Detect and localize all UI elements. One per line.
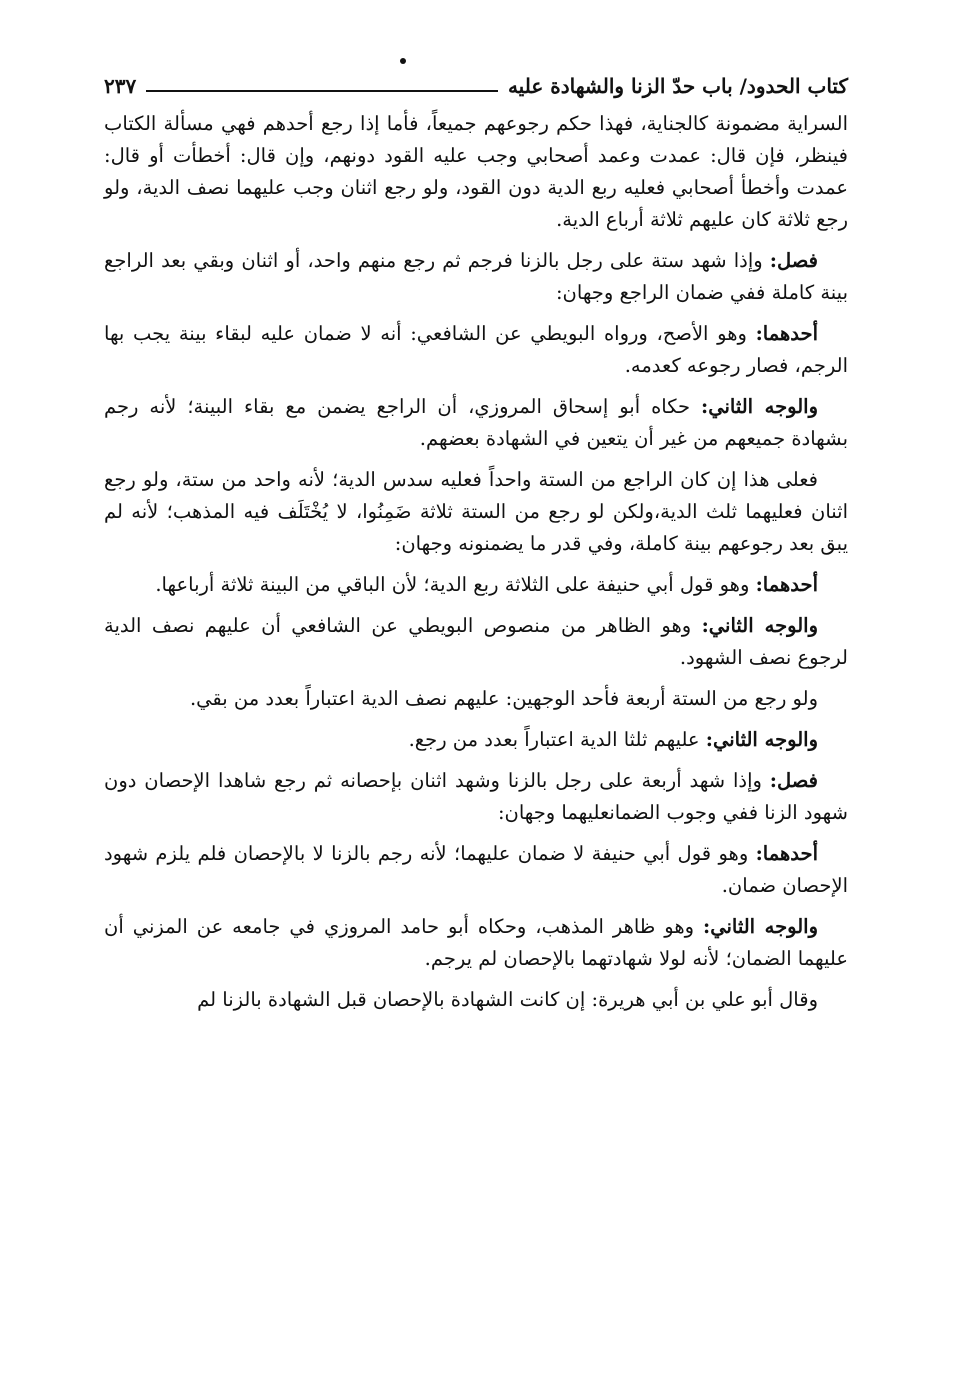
paragraph-8 [104, 683, 848, 715]
paragraph-text: وهو ظاهر المذهب، وحكاه أبو حامد المروزي في جامعه عن المزني أن عليهما الضمان؛ لأنه لولا شهادتهما بالإحصان لم يرجم. [104, 915, 848, 970]
paragraph-text: وهو الظاهر من منصوص البويطي عن الشافعي أن عليهم نصف الدية لرجوع نصف الشهود. [104, 614, 848, 669]
paragraph-text: وقال أبو علي بن أبي هريرة: إن كانت الشهادة بالإحصان قبل الشهادة بالزنا لم [197, 988, 818, 1011]
paragraph-6 [104, 569, 848, 601]
section-lead: والوجه الثاني: [703, 915, 818, 938]
paragraph-4 [104, 391, 848, 455]
paragraph-13 [104, 984, 848, 1016]
page-body [104, 58, 848, 1025]
section-lead: أحدهما: [755, 573, 818, 596]
paragraph-text: وهو قول أبي حنيفة على الثلاثة ربع الدية؛ لأن الباقي من البينة ثلاثة أرباعها. [155, 573, 756, 596]
paragraph-12 [104, 911, 848, 975]
page-number: ٢٣٧ [104, 74, 137, 98]
paragraph-text: وهو قول أبي حنيفة لا ضمان عليهما؛ لأنه رجم بالزنا لا بالإحصان فلم يلزم شهود الإحصان ضمان. [104, 842, 848, 897]
header-title: كتاب الحدود/ باب حدّ الزنا والشهادة عليه [507, 74, 848, 98]
paragraph-3 [104, 318, 848, 382]
header-rule [146, 90, 498, 92]
paragraph-9 [104, 724, 848, 756]
paragraph-11 [104, 838, 848, 902]
section-lead: فصل: [769, 249, 818, 272]
paragraph-1 [104, 108, 848, 236]
paragraph-5 [104, 464, 848, 560]
paragraph-text: وإذا شهد أربعة على رجل بالزنا وشهد اثنان بإحصانه ثم رجع شاهدا الإحصان دون شهود الزنا ففي وجوب الضمانعليهما وجهان: [104, 769, 848, 824]
paragraph-text: حكاه أبو إسحاق المروزي، أن الراجع يضمن مع بقاء البينة؛ لأنه رجم بشهادة جميعهم من غير أن يتعين في الشهادة بعضهم. [104, 395, 848, 450]
paragraph-text: السراية مضمونة كالجناية، فهذا حكم رجوعهم جميعاً، فأما إذا رجع أحدهم فهي مسألة الكتاب فينظر، فإن قال: عمدت وعمد أصحابي وجب عليه القود دونهم، وإن قال: أخطأت أو قال: عمدت وأخطأ أصحابي فعليه ربع الدية دون القود، ولو رجع اثنان وجب عليهما نصف الدية، ولو رجع ثلاثة كان عليهم ثلاثة أرباع الدية. [104, 112, 848, 231]
paragraph-text: وإذا شهد ستة على رجل بالزنا فرجم ثم رجع منهم واحد، أو اثنان وبقي بعد الراجع بينة كاملة ففي ضمان الراجع وجهان: [104, 249, 848, 304]
paragraph-text: ولو رجع من الستة أربعة فأحد الوجهين: عليهم نصف الدية اعتباراً بعدد من بقي. [189, 687, 818, 710]
section-lead: والوجه الثاني: [701, 395, 818, 418]
section-lead: أحدهما: [755, 842, 818, 865]
paragraph-7 [104, 610, 848, 674]
paragraph-text: وهو الأصح، ورواه البويطي عن الشافعي: أنه لا ضمان عليه لبقاء بينة يجب بها الرجم، فصار رجوعه كعدمه. [104, 322, 848, 377]
paragraph-text: فعلى هذا إن كان الراجع من الستة واحداً فعليه سدس الدية؛ لأنه واحد من ستة، ولو رجع اثنان فعليهما ثلث الدية،ولكن لو رجع من الستة ثلاثة ضَمِنُوا، لا يُخْتَلَف فيه المذهب؛ لأنه لم يبق بعد رجوعهم بينة كاملة، وفي قدر ما يضمنونه وجهان: [104, 468, 848, 555]
paragraph-2 [104, 245, 848, 309]
section-lead: فصل: [769, 769, 818, 792]
running-header [104, 64, 848, 98]
section-lead: أحدهما: [755, 322, 818, 345]
paragraph-text: عليهم ثلثا الدية اعتباراً بعدد من رجع. [408, 728, 706, 751]
section-lead: والوجه الثاني: [701, 614, 818, 637]
section-lead: والوجه الثاني: [705, 728, 818, 751]
paragraph-10 [104, 765, 848, 829]
